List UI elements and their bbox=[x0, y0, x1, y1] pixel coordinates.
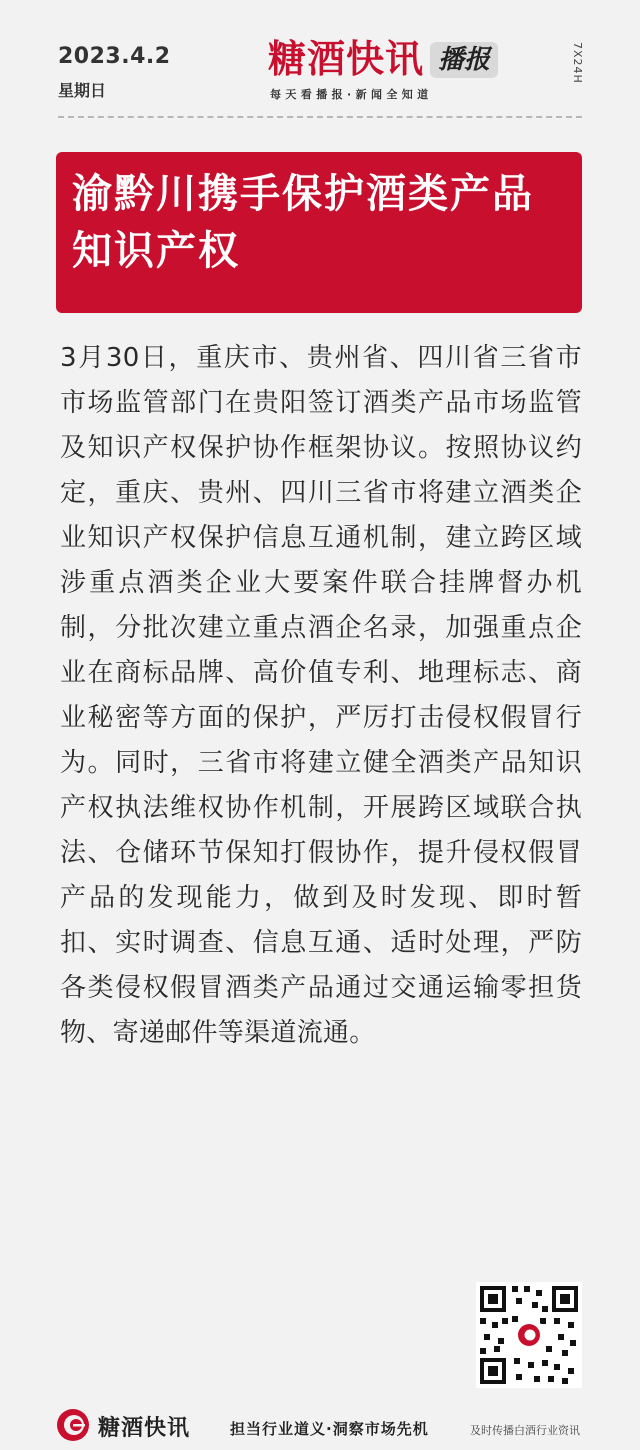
side-label: 7X24H bbox=[571, 42, 584, 84]
article-body: 3月30日，重庆市、贵州省、四川省三省市市场监管部门在贵阳签订酒类产品市场监管及知识产权保护协作框架协议。按照协议约定，重庆、贵州、四川三省市将建立酒类企业知识产权保护信息互通机制，建立跨区域涉重点酒类企业大要案件联合挂牌督办机制，分批次建立重点酒企名录，加强重点企业在商标品牌、高价值专利、地理标志、商业秘密等方面的保护，严厉打击侵权假冒行为。同时，三省市将建立健全酒类产品知识产权执法维权协作机制，开展跨区域联合执法、仓储环节保知打假协作，提升侵权假冒产品的发现能力，做到及时发现、即时暂扣、实时调查、信息互通、适时处理，严防各类侵权假冒酒类产品通过交通运输零担货物、寄递邮件等渠道流通。 bbox=[60, 343, 582, 1048]
header-divider bbox=[58, 116, 582, 118]
header-weekday: 星期日 bbox=[58, 81, 107, 100]
title-banner bbox=[56, 152, 582, 313]
qr-code-graphic bbox=[476, 1282, 582, 1388]
header-date: 2023.4.2 bbox=[58, 44, 171, 69]
brand-logo-icon bbox=[56, 1408, 90, 1442]
article-title: 渝黔川携手保护酒类产品知识产权 bbox=[72, 171, 534, 274]
brand-tag: 播报 bbox=[430, 42, 498, 78]
qr-code bbox=[476, 1282, 582, 1388]
brand-name: 糖酒快讯 bbox=[268, 37, 425, 81]
footer-slogan: 担当行业道义·洞察市场先机 bbox=[230, 1420, 429, 1438]
qr-caption: 及时传播白酒行业资讯 bbox=[470, 1424, 580, 1437]
brand-masthead bbox=[268, 38, 498, 80]
brand-slogan: 每天看播报·新闻全知道 bbox=[270, 88, 433, 101]
footer-brand-name: 糖酒快讯 bbox=[98, 1416, 191, 1441]
